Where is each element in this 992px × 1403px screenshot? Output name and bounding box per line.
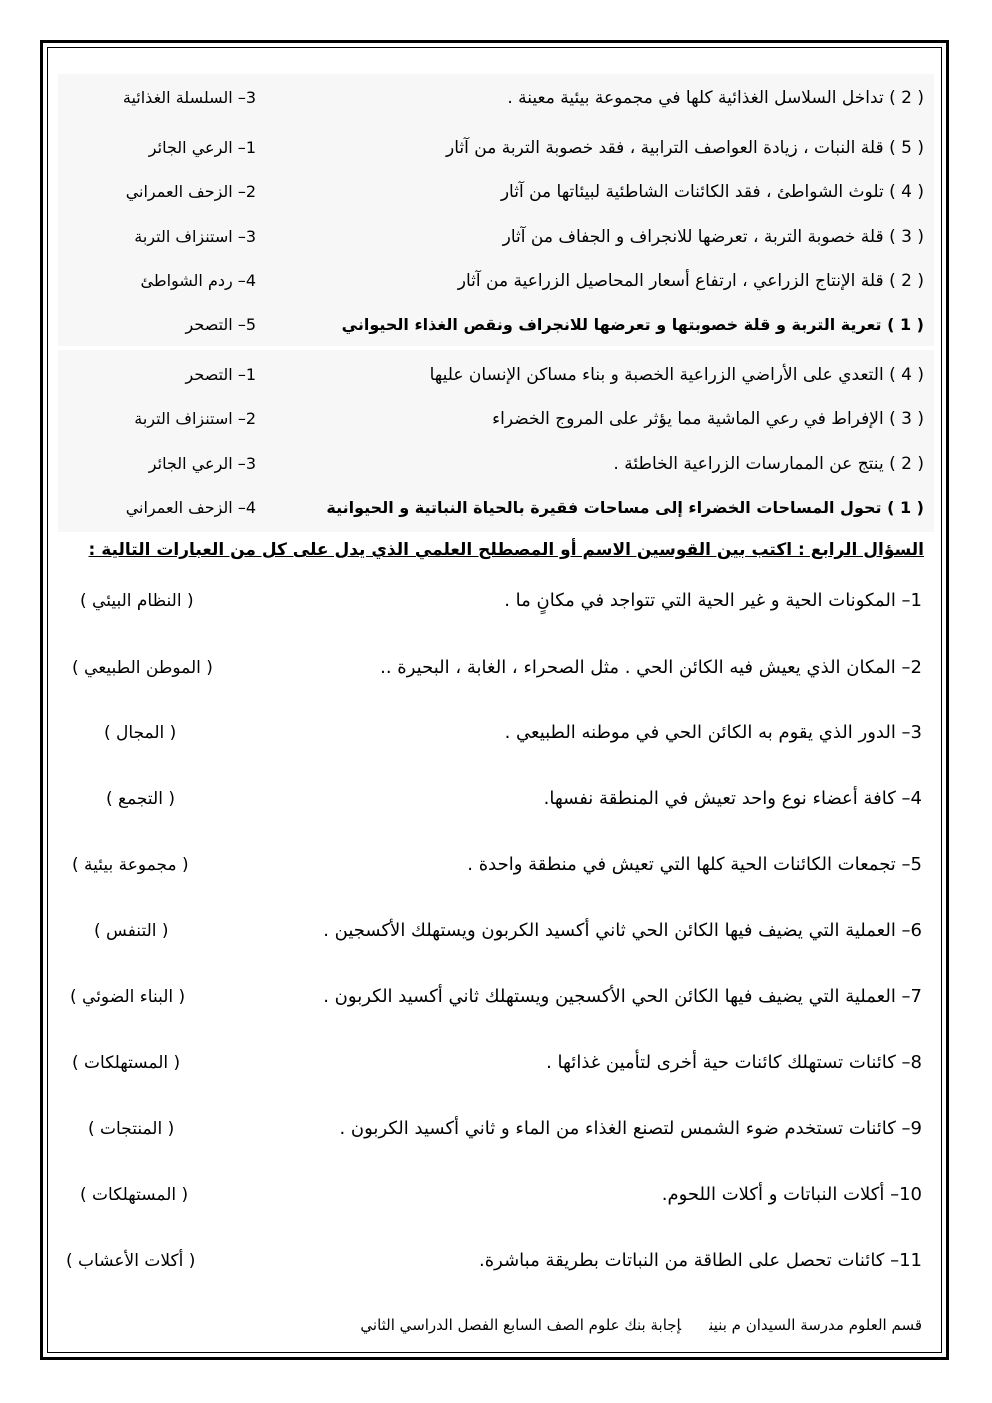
definition-statement: 5– تجمعات الكائنات الحية كلها التي تعيش في منطقة واحدة . bbox=[467, 854, 922, 875]
matching-question: ( 4 ) تلوث الشواطئ ، فقد الكائنات الشاطئية لبيئاتها من آثار bbox=[500, 182, 924, 202]
matching-answer: 3– الرعي الجائر bbox=[148, 454, 256, 473]
matching-question: ( 1 ) تحول المساحات الخضراء إلى مساحات فقيرة بالحياة النباتية و الحيوانية bbox=[326, 498, 924, 517]
matching-row bbox=[0, 446, 992, 482]
matching-answer: 2– استنزاف التربة bbox=[134, 409, 256, 428]
definition-statement: 4– كافة أعضاء نوع واحد تعيش في المنطقة نفسها. bbox=[543, 788, 922, 809]
matching-question: ( 3 ) قلة خصوبة التربة ، تعرضها للانجراف و الجفاف من آثار bbox=[502, 227, 924, 247]
matching-answer: 4– الزحف العمراني bbox=[125, 498, 256, 517]
definition-row bbox=[0, 847, 992, 883]
matching-row bbox=[0, 263, 992, 299]
matching-row bbox=[0, 130, 992, 166]
matching-question: ( 2 ) تداخل السلاسل الغذائية كلها في مجموعة بيئية معينة . bbox=[507, 88, 924, 108]
definition-row bbox=[0, 650, 992, 686]
definition-statement: 2– المكان الذي يعيش فيه الكائن الحي . مثل الصحراء ، الغابة ، البحيرة .. bbox=[380, 657, 922, 678]
matching-answer: 1– التصحر bbox=[185, 365, 256, 384]
definition-row bbox=[0, 715, 992, 751]
matching-answer: 3– السلسلة الغذائية bbox=[122, 88, 256, 107]
matching-row bbox=[0, 490, 992, 526]
matching-answer: 5– التصحر bbox=[185, 315, 256, 334]
page-footer bbox=[360, 1316, 922, 1334]
definition-term: ( مجموعة بيئية ) bbox=[72, 855, 189, 875]
definition-term: ( التنفس ) bbox=[94, 921, 169, 941]
matching-question: ( 2 ) قلة الإنتاج الزراعي ، ارتفاع أسعار المحاصيل الزراعية من آثار bbox=[457, 271, 924, 291]
matching-question: ( 5 ) قلة النبات ، زيادة العواصف الترابية ، فقد خصوبة التربة من آثار bbox=[446, 138, 924, 158]
section-title: السؤال الرابع : اكتب بين القوسين الاسم أو المصطلح العلمي الذي يدل على كل من العبارات التالية : bbox=[88, 540, 924, 560]
matching-answer: 3– استنزاف التربة bbox=[134, 227, 256, 246]
matching-row bbox=[0, 357, 992, 393]
definition-row bbox=[0, 1243, 992, 1279]
matching-answer: 1– الرعي الجائر bbox=[148, 138, 256, 157]
matching-question: ( 1 ) تعرية التربة و قلة خصوبتها و تعرضها للانجراف ونقص الغذاء الحيواني bbox=[341, 315, 924, 334]
definition-statement: 6– العملية التي يضيف فيها الكائن الحي ثاني أكسيد الكربون ويستهلك الأكسجين . bbox=[323, 920, 922, 941]
definition-row bbox=[0, 1045, 992, 1081]
definition-statement: 8– كائنات تستهلك كائنات حية أخرى لتأمين غذائها . bbox=[546, 1052, 922, 1073]
footer-subject: إجابة بنك علوم الصف السابع الفصل الدراسي الثاني bbox=[360, 1316, 682, 1334]
definition-term: ( البناء الضوئي ) bbox=[70, 987, 186, 1007]
matching-answer: 2– الزحف العمراني bbox=[125, 182, 256, 201]
definition-row bbox=[0, 979, 992, 1015]
definition-term: ( التجمع ) bbox=[106, 789, 175, 809]
matching-question: ( 2 ) ينتج عن الممارسات الزراعية الخاطئة . bbox=[613, 454, 924, 474]
matching-row bbox=[0, 174, 992, 210]
definition-statement: 10– أكلات النباتات و أكلات اللحوم. bbox=[661, 1184, 922, 1205]
definition-row bbox=[0, 781, 992, 817]
definition-row bbox=[0, 913, 992, 949]
definition-row bbox=[0, 1111, 992, 1147]
definition-row bbox=[0, 583, 992, 619]
matching-row bbox=[0, 307, 992, 343]
definition-term: ( أكلات الأعشاب ) bbox=[66, 1251, 196, 1271]
matching-row bbox=[0, 401, 992, 437]
definition-statement: 7– العملية التي يضيف فيها الكائن الحي الأكسجين ويستهلك ثاني أكسيد الكربون . bbox=[323, 986, 922, 1007]
matching-question: ( 3 ) الإفراط في رعي الماشية مما يؤثر على المروج الخضراء bbox=[492, 409, 924, 429]
definition-term: ( المستهلكات ) bbox=[80, 1185, 189, 1205]
footer-department: قسم العلوم مدرسة السيدان م بنين bbox=[709, 1316, 922, 1334]
definition-term: ( المستهلكات ) bbox=[72, 1053, 181, 1073]
definition-term: ( الموطن الطبيعي ) bbox=[72, 658, 213, 678]
definition-statement: 1– المكونات الحية و غير الحية التي تتواجد في مكانٍ ما . bbox=[504, 590, 922, 611]
definition-statement: 9– كائنات تستخدم ضوء الشمس لتصنع الغذاء من الماء و ثاني أكسيد الكربون . bbox=[339, 1118, 922, 1139]
definition-row bbox=[0, 1177, 992, 1213]
matching-row bbox=[0, 219, 992, 255]
matching-question: ( 4 ) التعدي على الأراضي الزراعية الخصبة و بناء مساكن الإنسان عليها bbox=[429, 365, 924, 385]
matching-row bbox=[0, 80, 992, 116]
matching-answer: 4– ردم الشواطئ bbox=[140, 271, 256, 290]
definition-term: ( المجال ) bbox=[104, 723, 177, 743]
definition-statement: 11– كائنات تحصل على الطاقة من النباتات بطريقة مباشرة. bbox=[479, 1250, 922, 1271]
definition-term: ( المنتجات ) bbox=[88, 1119, 175, 1139]
definition-term: ( النظام البيئي ) bbox=[80, 591, 194, 611]
definition-statement: 3– الدور الذي يقوم به الكائن الحي في موطنه الطبيعي . bbox=[504, 722, 922, 743]
